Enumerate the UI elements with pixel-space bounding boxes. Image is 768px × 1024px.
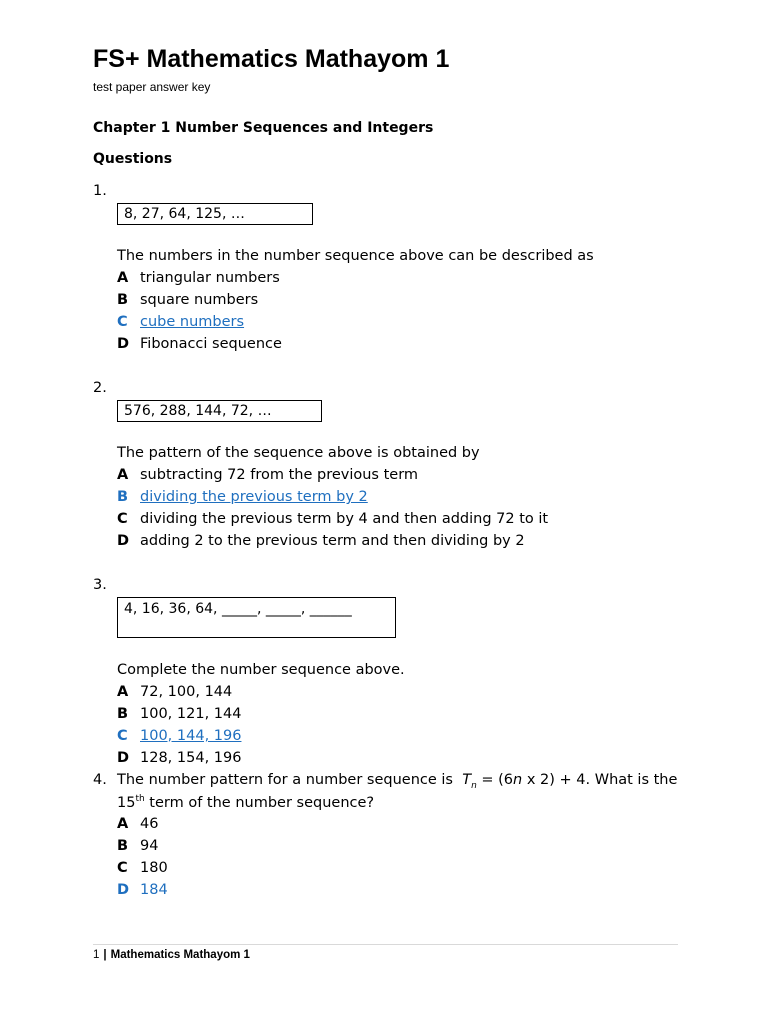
option-text: Fibonacci sequence — [140, 336, 282, 352]
option-letter: A — [117, 816, 129, 832]
option-text: 180 — [140, 860, 168, 876]
page-title: FS+ Mathematics Mathayom 1 — [93, 45, 450, 73]
option-text: 128, 154, 196 — [140, 750, 242, 766]
footer-title: Mathematics Mathayom 1 — [110, 949, 250, 961]
option-text: 94 — [140, 838, 159, 854]
question-1-number: 1. — [93, 183, 107, 199]
question-4-stem-rest: term of the number sequence? — [144, 794, 375, 811]
option-text: 184 — [140, 882, 168, 898]
question-3-sequence-box: 4, 16, 36, 64, _____, _____, ______ — [117, 597, 396, 638]
option-text: adding 2 to the previous term and then dividing by 2 — [140, 533, 525, 549]
option-letter: C — [117, 314, 128, 330]
formula-t: T — [462, 772, 472, 788]
formula-equals: = (6 — [476, 772, 514, 788]
question-4-option-b — [117, 838, 158, 854]
footer-rule — [93, 944, 678, 945]
question-2-number: 2. — [93, 380, 107, 396]
question-4-option-d-correct — [117, 882, 168, 898]
option-letter: A — [117, 270, 129, 286]
question-1-option-b — [117, 292, 258, 308]
option-text: 72, 100, 144 — [140, 684, 233, 700]
formula-subscript: n — [471, 780, 477, 791]
option-letter: B — [117, 292, 129, 308]
question-4-stem-line-1 — [117, 772, 677, 791]
question-4-option-c — [117, 860, 168, 876]
chapter-heading: Chapter 1 Number Sequences and Integers — [93, 120, 434, 136]
question-4-stem-text: The number pattern for a number sequence is — [117, 772, 453, 788]
question-3-number: 3. — [93, 577, 107, 593]
option-letter: B — [117, 838, 129, 854]
option-letter: D — [117, 533, 130, 549]
formula-rest: x 2) + 4. What is the — [522, 772, 678, 788]
option-letter: B — [117, 489, 129, 505]
option-text: triangular numbers — [140, 270, 280, 286]
option-text: dividing the previous term by 2 — [140, 489, 368, 505]
question-4-option-a — [117, 816, 158, 832]
option-text: subtracting 72 from the previous term — [140, 467, 419, 483]
question-4-stem-line-2 — [117, 794, 374, 811]
questions-heading: Questions — [93, 151, 173, 167]
option-letter: A — [117, 684, 129, 700]
question-1-option-d — [117, 336, 282, 352]
option-text: 46 — [140, 816, 159, 832]
question-2-option-c — [117, 511, 548, 527]
option-text: 100, 144, 196 — [140, 728, 242, 744]
term-number: 15 — [117, 794, 136, 811]
question-2-option-a — [117, 467, 418, 483]
option-letter: A — [117, 467, 129, 483]
question-2-sequence-box: 576, 288, 144, 72, … — [117, 400, 322, 422]
question-1-option-c-correct — [117, 314, 244, 330]
question-1-sequence-box: 8, 27, 64, 125, … — [117, 203, 313, 225]
term-ordinal: th — [135, 794, 145, 804]
option-letter: D — [117, 750, 130, 766]
option-text: square numbers — [140, 292, 259, 308]
question-3-option-d — [117, 750, 241, 766]
question-2-option-b-correct — [117, 489, 368, 505]
question-4-number: 4. — [93, 772, 107, 788]
option-letter: D — [117, 882, 130, 898]
option-text: dividing the previous term by 4 and then adding 72 to it — [140, 511, 549, 527]
formula-n: n — [513, 772, 523, 788]
question-3-option-a — [117, 684, 232, 700]
question-3-option-b — [117, 706, 241, 722]
option-text: 100, 121, 144 — [140, 706, 242, 722]
page-footer — [93, 949, 250, 961]
page-subtitle: test paper answer key — [93, 80, 211, 94]
option-letter: C — [117, 860, 128, 876]
option-letter: D — [117, 336, 130, 352]
option-letter: B — [117, 706, 129, 722]
question-1-stem: The numbers in the number sequence above can be described as — [117, 248, 594, 264]
question-3-option-c-correct — [117, 728, 241, 744]
option-text: cube numbers — [140, 314, 245, 330]
question-1-option-a — [117, 270, 280, 286]
footer-separator: | — [103, 949, 107, 961]
page-number: 1 — [93, 949, 100, 961]
question-2-option-d — [117, 533, 525, 549]
option-letter: C — [117, 728, 128, 744]
option-letter: C — [117, 511, 128, 527]
question-2-stem: The pattern of the sequence above is obtained by — [117, 445, 480, 461]
question-3-stem: Complete the number sequence above. — [117, 662, 405, 678]
